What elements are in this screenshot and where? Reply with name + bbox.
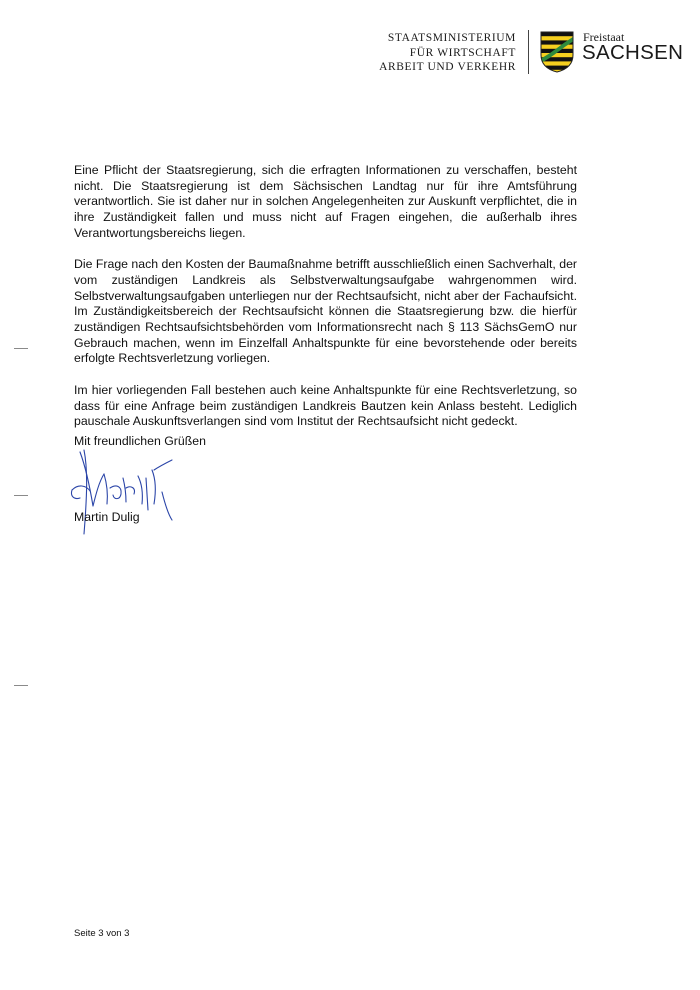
fold-mark <box>14 495 28 496</box>
state-prefix: Freistaat <box>583 30 625 44</box>
fold-mark <box>14 348 28 349</box>
ministry-line: FÜR WIRTSCHAFT <box>409 46 516 59</box>
signer-name: Martin Dulig <box>74 510 140 524</box>
body-paragraph: Eine Pflicht der Staatsregierung, sich die erfragten Informationen zu verschaffen, besteht nicht. Die Staatsregierung ist dem Sächsischen Landtag nur für ihre Amtsführung verantwortlich. Sie ist daher nur in solchen Angelegenheiten zur Auskunft verpflichtet, die in ihre Zuständigkeit fallen und muss nicht auf Fragen eingehen, die außerhalb ihres Verantwortungsbereichs liegen. <box>74 163 577 240</box>
ministry-name <box>379 31 516 75</box>
page-number: Seite 3 von 3 <box>74 928 130 939</box>
body-paragraph: Die Frage nach den Kosten der Baumaßnahme betrifft ausschließlich einen Sachverhalt, der vom zuständigen Landkreis als Selbstverwaltungsaufgabe wahrgenommen wird. Selbstverwaltungsaufgaben unterliegen nur der Rechtsaufsicht, nicht aber der Fachaufsicht. Im Zuständigkeitsbereich der Rechtsaufsicht können die Staatsregierung bzw. die hierfür zuständigen Rechtsaufsichtsbehörden vom Informationsrecht nach § 113 SächsGemO nur Gebrauch machen, wenn im Einzelfall Anhaltspunkte für eine bevorstehende oder bereits erfolgte Rechtsverletzung vorliegen. <box>74 257 577 366</box>
body-paragraph: Im hier vorliegenden Fall bestehen auch keine Anhaltspunkte für eine Rechtsverletzung, so dass für eine Anfrage beim zuständigen Landkreis Bautzen kein Anlass besteht. Lediglich pauschale Auskunftsverlangen sind vom Institut der Rechtsaufsicht nicht gedeckt. <box>74 382 577 429</box>
fold-mark <box>14 685 28 686</box>
letter-body <box>74 163 577 446</box>
saxony-coat-of-arms-icon <box>540 31 574 73</box>
header-divider <box>528 30 529 74</box>
ministry-line: ARBEIT UND VERKEHR <box>379 61 516 74</box>
state-name: SACHSEN <box>582 41 684 64</box>
closing-salutation: Mit freundlichen Grüßen <box>74 434 206 448</box>
ministry-line: STAATSMINISTERIUM <box>387 32 516 44</box>
